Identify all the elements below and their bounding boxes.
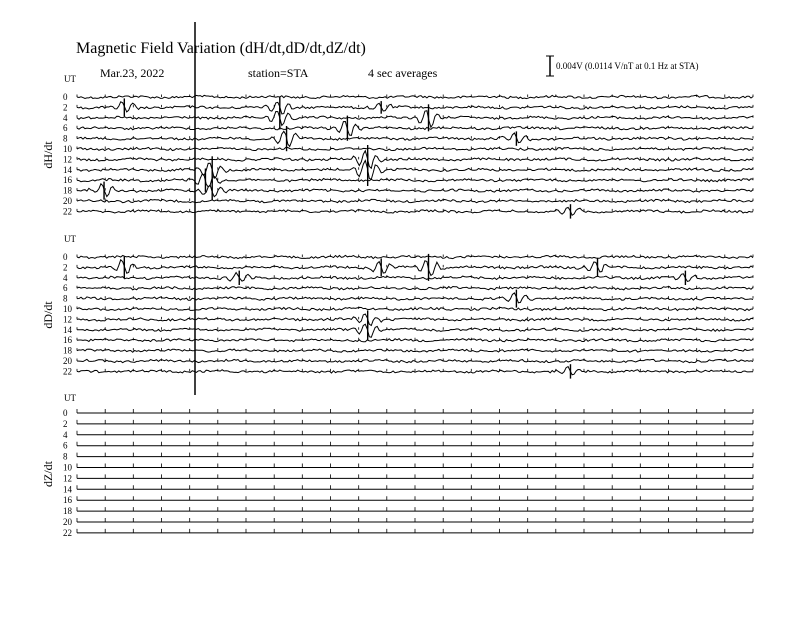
hour-label: 20: [63, 517, 72, 527]
hour-label: 4: [63, 429, 68, 440]
hour-label: 20: [63, 356, 72, 366]
hour-label: 4: [63, 272, 68, 283]
hour-tick-marks: [77, 518, 753, 522]
trace-line: [77, 122, 753, 136]
y-axis-label: dH/dt: [41, 141, 55, 169]
hour-tick-marks: [77, 529, 753, 533]
trace-line: [77, 324, 753, 337]
hour-label: 18: [63, 185, 72, 196]
hour-label: 2: [63, 262, 68, 273]
trace-line: [77, 160, 753, 179]
trace-line: [77, 131, 753, 146]
panel-dD-dt: [41, 234, 753, 379]
hour-label: 10: [63, 144, 72, 154]
hour-label: 16: [63, 335, 72, 346]
chart-title: Magnetic Field Variation (dH/dt,dD/dt,dZ/dt): [76, 40, 366, 57]
trace-line: [77, 102, 753, 114]
hour-label: 8: [63, 293, 68, 304]
hour-label: 2: [63, 102, 68, 113]
trace-line: [77, 111, 753, 128]
trace-line: [77, 260, 753, 276]
panel-dH-dt: [41, 74, 753, 219]
hour-label: 16: [63, 495, 72, 506]
hour-label: 0: [63, 92, 68, 102]
hour-tick-marks: [77, 420, 753, 424]
hour-label: 12: [63, 154, 72, 165]
trace-line: [77, 151, 753, 169]
hour-label: 12: [63, 473, 72, 484]
trace-line: [77, 174, 753, 187]
hour-label: 18: [63, 506, 72, 517]
scale-label: 0.004V (0.0114 V/nT at 0.1 Hz at STA): [556, 61, 699, 71]
hour-label: 6: [63, 123, 68, 134]
date-label: Mar.23, 2022: [100, 66, 165, 80]
y-axis-label: dZ/dt: [41, 461, 55, 487]
hour-label: 14: [63, 484, 72, 495]
station-label: station=STA: [248, 66, 309, 80]
trace-line: [77, 314, 753, 325]
hour-tick-marks: [77, 464, 753, 468]
hour-label: 6: [63, 283, 68, 294]
hour-tick-marks: [77, 496, 753, 500]
hour-tick-marks: [77, 453, 753, 457]
hour-label: 6: [63, 440, 68, 451]
hour-label: 2: [63, 418, 68, 429]
hour-label: 20: [63, 196, 72, 206]
panels: [41, 74, 753, 538]
hour-tick-marks: [77, 431, 753, 435]
hour-tick-marks: [77, 485, 753, 489]
hour-tick-marks: [77, 474, 753, 478]
hour-label: 14: [63, 164, 72, 175]
hour-label: 4: [63, 112, 68, 123]
hour-label: 8: [63, 451, 68, 462]
y-axis-label: dD/dt: [41, 301, 55, 329]
hour-label: 0: [63, 408, 68, 418]
hour-label: 10: [63, 304, 72, 314]
hour-label: 12: [63, 314, 72, 325]
hour-tick-marks: [77, 369, 753, 372]
hour-label: 16: [63, 175, 72, 186]
trace-line: [77, 293, 753, 303]
hour-tick-marks: [77, 409, 753, 413]
hour-label: 10: [63, 462, 72, 473]
scale-bar: [546, 56, 698, 76]
ut-label: UT: [64, 393, 76, 403]
hour-label: 14: [63, 324, 72, 335]
panel-dZ-dt: [41, 393, 753, 538]
hour-tick-marks: [77, 442, 753, 446]
averaging-label: 4 sec averages: [368, 66, 438, 80]
hour-label: 22: [63, 527, 72, 538]
hour-label: 22: [63, 206, 72, 217]
ut-label: UT: [64, 234, 76, 244]
ut-label: UT: [64, 74, 76, 84]
hour-label: 18: [63, 345, 72, 356]
hour-tick-marks: [77, 507, 753, 511]
hour-label: 0: [63, 252, 68, 262]
hour-label: 22: [63, 366, 72, 377]
hour-label: 8: [63, 133, 68, 144]
